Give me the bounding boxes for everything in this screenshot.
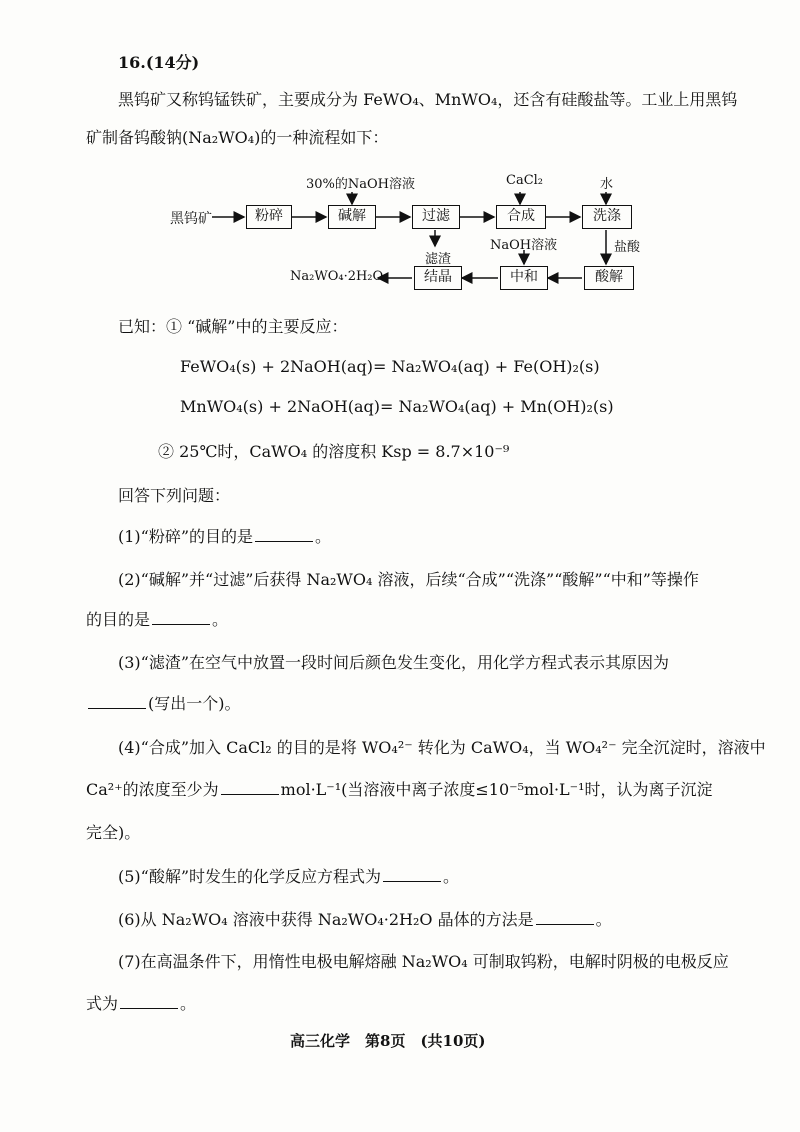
- answer-blank-3[interactable]: [88, 694, 146, 709]
- product-label: Na₂WO₄·2H₂O: [290, 269, 384, 284]
- question-3-line-1: (3)“滤渣”在空气中放置一段时间后颜色发生变化，用化学方程式表示其原因为: [118, 653, 670, 672]
- equation-2: MnWO₄(s) + 2NaOH(aq)= Na₂WO₄(aq) + Mn(OH)₂(s): [180, 397, 614, 416]
- question-6: [118, 909, 612, 931]
- question-1-end: 。: [315, 527, 332, 546]
- step-jianjie-box: 碱解: [328, 205, 376, 229]
- question-7-line-2: [86, 993, 196, 1015]
- residue-label: 滤渣: [425, 252, 452, 267]
- question-4-text-b: mol·L⁻¹(当溶液中离子浓度≤10⁻⁵mol·L⁻¹时，认为离子沉淀: [280, 780, 713, 799]
- question-4-line-1: (4)“合成”加入 CaCl₂ 的目的是将 WO₄²⁻ 转化为 CaWO₄，当 WO₄²⁻ 完全沉淀时，溶液中: [118, 738, 766, 757]
- step-guolv-box: 过滤: [412, 205, 460, 229]
- answer-blank-1[interactable]: [255, 527, 313, 542]
- step-xidi-box: 洗涤: [582, 205, 632, 229]
- question-5: [118, 866, 459, 888]
- step-suanjie-box: 酸解: [584, 266, 634, 290]
- question-1: [118, 526, 331, 548]
- answer-blank-6[interactable]: [536, 910, 594, 925]
- question-4-line-3: 完全)。: [86, 823, 141, 842]
- question-2-line-2: [86, 609, 228, 631]
- question-number: 16.(14分): [118, 53, 200, 72]
- ksp-note: ② 25℃时，CaWO₄ 的溶度积 Ksp = 8.7×10⁻⁹: [158, 442, 510, 461]
- question-2-text: 的目的是: [86, 610, 151, 629]
- answer-blank-5[interactable]: [383, 867, 441, 882]
- process-flow-diagram: [0, 170, 800, 295]
- question-7-line-1: (7)在高温条件下，用惰性电极电解熔融 Na₂WO₄ 可制取钨粉，电解时阴极的电极反应: [118, 952, 729, 971]
- question-4-line-2: [86, 779, 713, 801]
- answer-blank-4[interactable]: [221, 780, 279, 795]
- question-1-text: (1)“粉碎”的目的是: [118, 527, 254, 546]
- question-3-line-2: [86, 693, 241, 715]
- step-jiejing-box: 结晶: [414, 266, 462, 290]
- question-3-text: (写出一个)。: [148, 694, 241, 713]
- answer-blank-7[interactable]: [120, 994, 178, 1009]
- question-7-end: 。: [180, 994, 197, 1013]
- reagent-naoh-label: NaOH溶液: [490, 238, 558, 253]
- reagent-water-label: 水: [600, 177, 614, 192]
- reagent-naoh-30-label: 30%的NaOH溶液: [306, 177, 416, 192]
- step-zhonghe-box: 中和: [500, 266, 548, 290]
- step-fensui-box: 粉碎: [246, 205, 292, 229]
- intro-line-1: 黑钨矿又称钨锰铁矿，主要成分为 FeWO₄、MnWO₄，还含有硅酸盐等。工业上用黑钨: [118, 90, 738, 109]
- question-5-end: 。: [443, 867, 460, 886]
- question-6-end: 。: [595, 910, 612, 929]
- answer-blank-2[interactable]: [152, 610, 210, 625]
- start-material-label: 黑钨矿: [170, 211, 212, 227]
- question-2-end: 。: [212, 610, 229, 629]
- question-7-text: 式为: [86, 994, 119, 1013]
- reagent-hcl-label: 盐酸: [614, 240, 641, 255]
- answer-prompt: 回答下列问题：: [118, 486, 231, 505]
- question-2-line-1: (2)“碱解”并“过滤”后获得 Na₂WO₄ 溶液，后续“合成”“洗涤”“酸解”“中和”等操作: [118, 570, 699, 589]
- question-4-text-a: Ca²⁺的浓度至少为: [86, 780, 219, 799]
- question-6-text: (6)从 Na₂WO₄ 溶液中获得 Na₂WO₄·2H₂O 晶体的方法是: [118, 910, 534, 929]
- intro-line-2: 矿制备钨酸钠(Na₂WO₄)的一种流程如下：: [86, 128, 389, 147]
- page-footer: 高三化学 第8页 (共10页): [290, 1032, 486, 1050]
- question-5-text: (5)“酸解”时发生的化学反应方程式为: [118, 867, 382, 886]
- equation-1: FeWO₄(s) + 2NaOH(aq)= Na₂WO₄(aq) + Fe(OH)₂(s): [180, 357, 600, 376]
- known-title: 已知：① “碱解”中的主要反应：: [118, 317, 348, 336]
- step-hecheng-box: 合成: [496, 205, 546, 229]
- reagent-cacl2-label: CaCl₂: [506, 173, 544, 188]
